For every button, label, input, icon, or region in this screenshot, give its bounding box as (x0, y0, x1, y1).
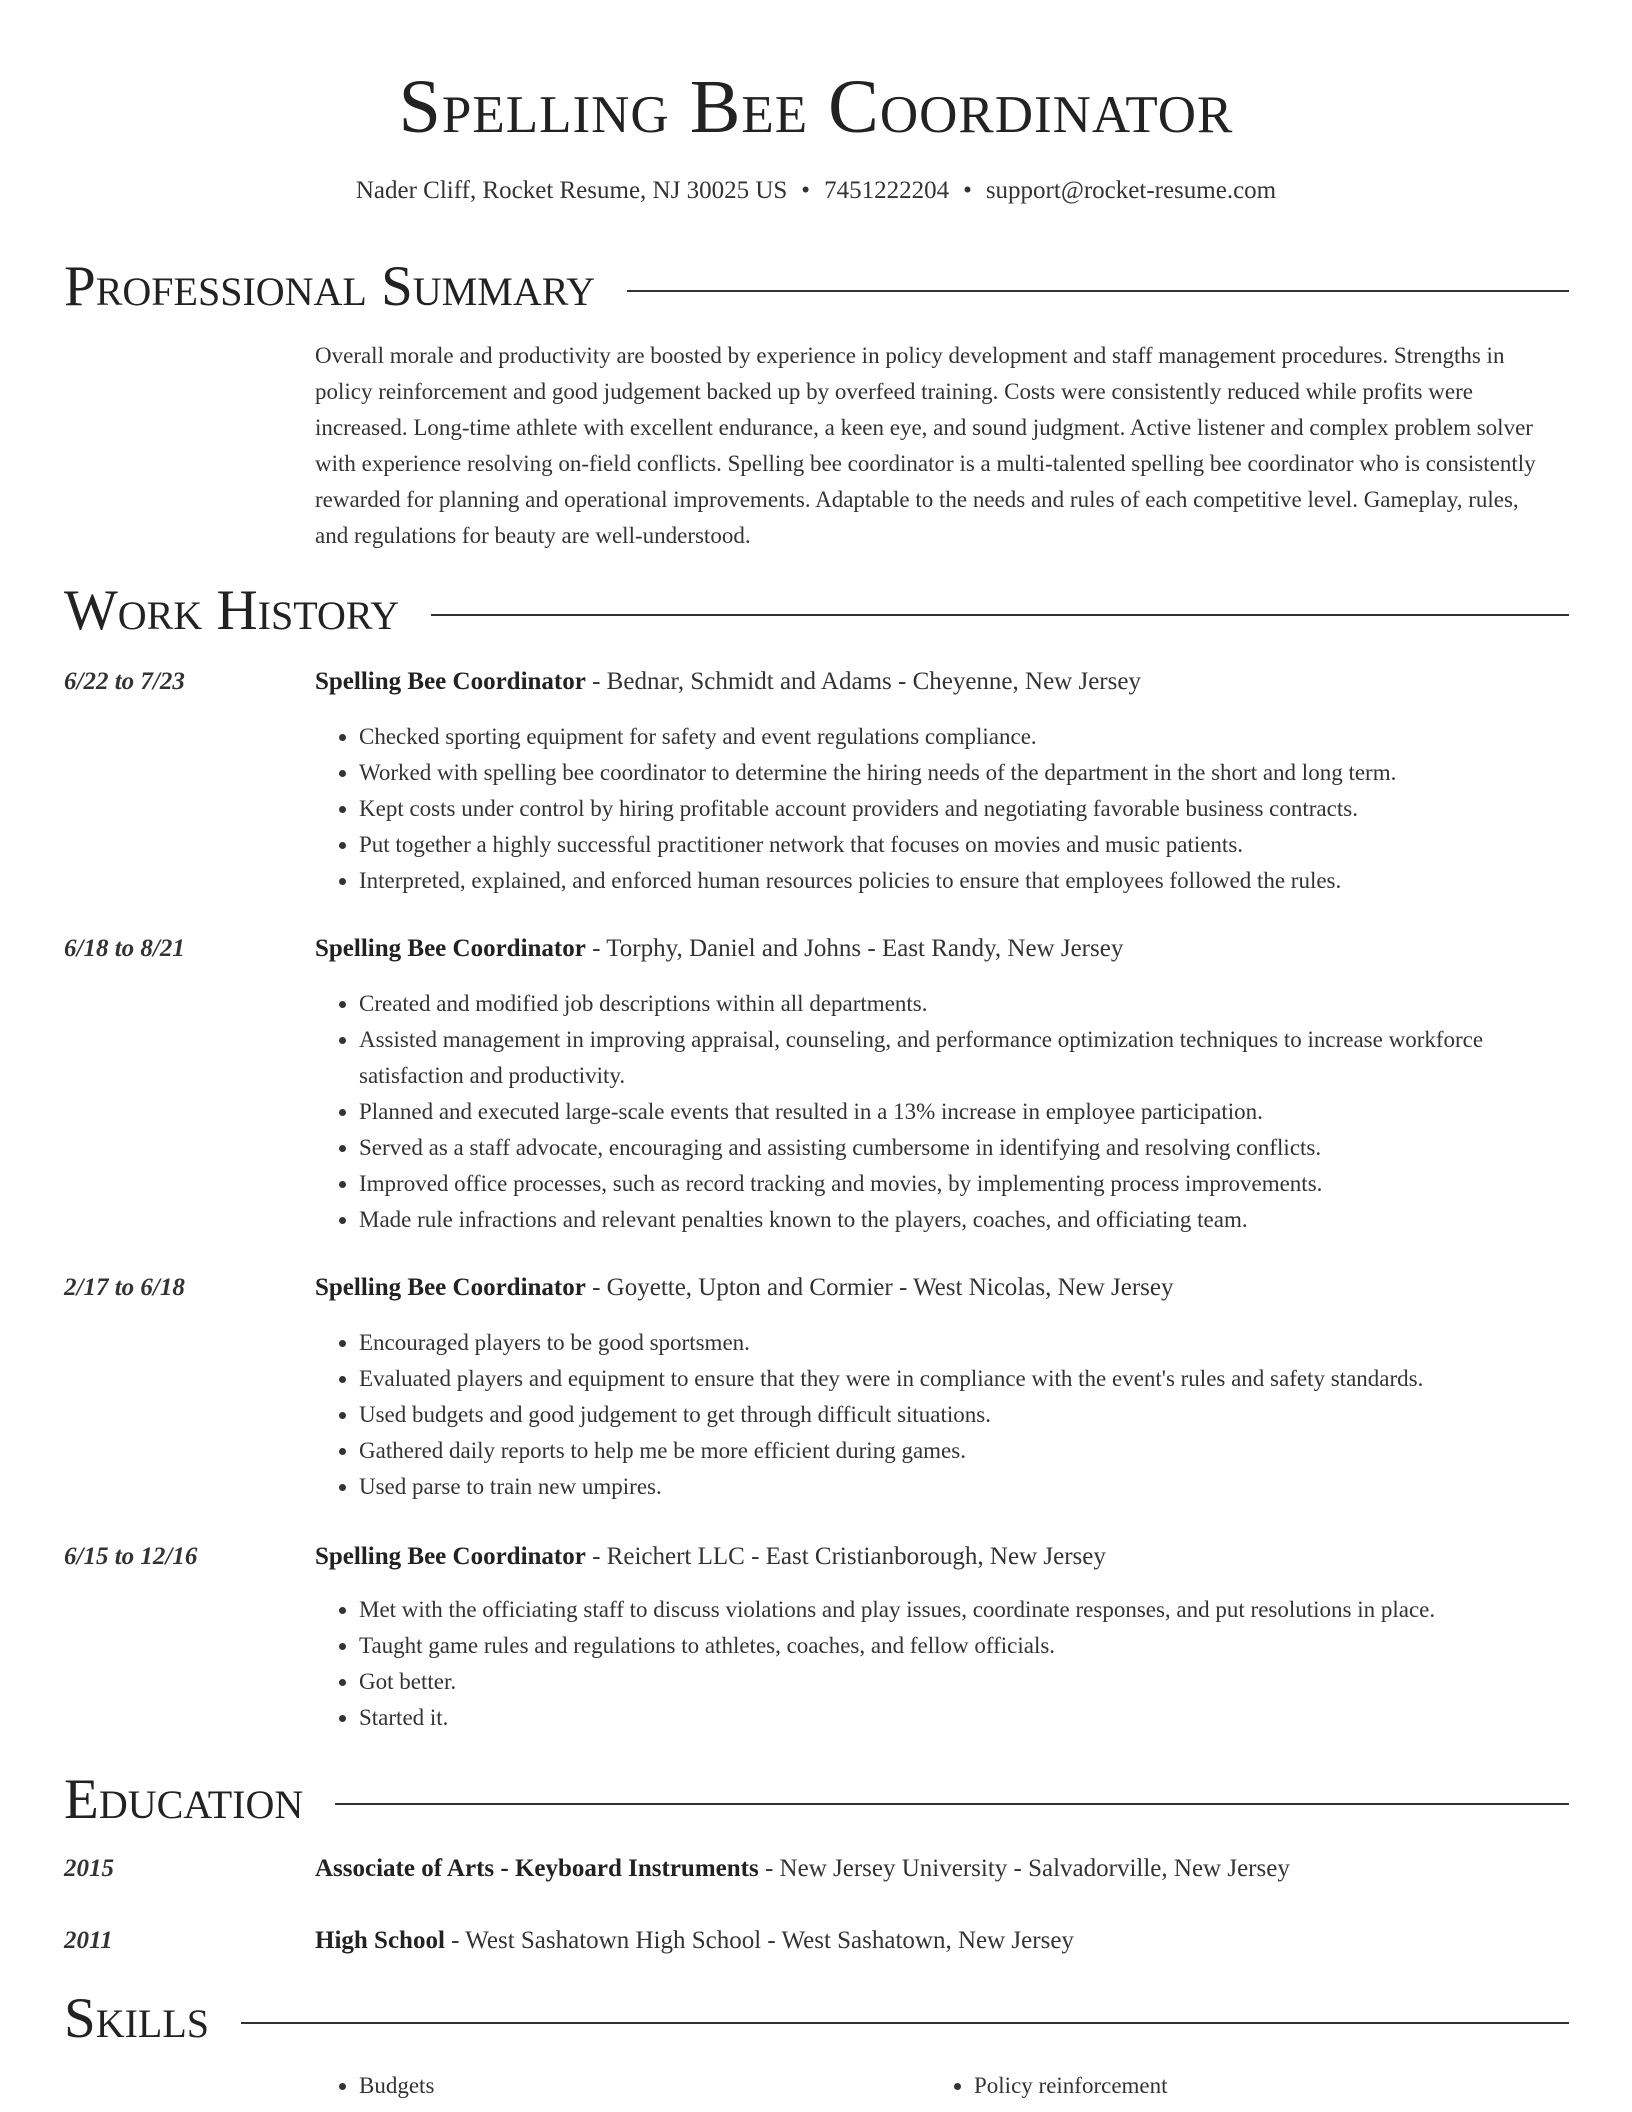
job-bullet: • Put together a highly successful practitioner network that focuses on movies and music patients. (359, 827, 1569, 863)
job-bullet: • Met with the officiating staff to discuss violations and play issues, coordinate responses, and put resolutions in place. (359, 1592, 1569, 1628)
job-dates: 6/22 to 7/23 (64, 668, 185, 695)
job-bullet: • Created and modified job descriptions within all departments. (359, 986, 1569, 1022)
section-title: Education (64, 1768, 304, 1831)
contact-separator: • (963, 177, 972, 204)
education-details: - West Sashatown High School - West Sashatown, New Jersey (444, 1927, 1074, 1954)
job-bullet: • Gathered daily reports to help me be more efficient during games. (359, 1433, 1569, 1469)
job-bullet: • Planned and executed large-scale events that resulted in a 13% increase in employee participation. (359, 1094, 1569, 1130)
job-bullet: • Improved office processes, such as record tracking and movies, by implementing process improvements. (359, 1166, 1569, 1202)
resume-title: Spelling Bee Coordinator (398, 65, 1234, 149)
job-dates: 2/17 to 6/18 (64, 1274, 185, 1301)
section-heading-education (64, 1767, 1569, 1833)
job-title: Spelling Bee Coordinator (315, 1274, 586, 1301)
job-bullet: • Made rule infractions and relevant penalties known to the players, coaches, and officiating team. (359, 1202, 1569, 1238)
contact-email: support@rocket-resume.com (985, 177, 1277, 204)
section-divider (431, 614, 1569, 616)
job-bullet: • Evaluated players and equipment to ensure that they were in compliance with the event's rules and safety standards. (359, 1361, 1569, 1397)
job-bullet: • Used budgets and good judgement to get through difficult situations. (359, 1397, 1569, 1433)
section-divider (627, 290, 1569, 292)
contact-separator: • (801, 177, 811, 204)
job-bullet: • Assisted management in improving appraisal, counseling, and performance optimization techniques to increase workforce satisfaction and productivity. (359, 1022, 1569, 1094)
job-bullet: • Worked with spelling bee coordinator to determine the hiring needs of the department in the short and long term. (359, 755, 1569, 791)
section-heading-summary (64, 254, 1569, 320)
education-degree: High School (315, 1927, 445, 1954)
job-title: Spelling Bee Coordinator (315, 935, 586, 962)
section-divider (335, 1803, 1569, 1805)
job-bullet: • Used parse to train new umpires. (359, 1469, 1569, 1505)
job-dates: 6/15 to 12/16 (64, 1543, 198, 1570)
job-bullet: • Checked sporting equipment for safety and event regulations compliance. (359, 719, 1569, 755)
skill-item: • Policy reinforcement (974, 2068, 1545, 2104)
job-bullet: • Interpreted, explained, and enforced human resources policies to ensure that employees followed the rules. (359, 863, 1569, 899)
education-heading (315, 1924, 1074, 1958)
job-bullet: • Kept costs under control by hiring profitable account providers and negotiating favorable business contracts. (359, 791, 1569, 827)
section-heading-work-history (64, 578, 1569, 644)
section-title: Work History (64, 579, 400, 642)
job-heading (315, 665, 1141, 699)
job-heading (315, 932, 1123, 966)
job-bullet: • Served as a staff advocate, encouraging and assisting cumbersome in identifying and resolving conflicts. (359, 1130, 1569, 1166)
job-bullet: • Taught game rules and regulations to athletes, coaches, and fellow officials. (359, 1628, 1569, 1664)
skills-column-right (930, 2068, 1545, 2104)
skills-list (315, 2068, 1545, 2104)
job-details: - Torphy, Daniel and Johns - East Randy, New Jersey (585, 935, 1124, 962)
education-degree: Associate of Arts - Keyboard Instruments (315, 1855, 759, 1882)
job-details: - Bednar, Schmidt and Adams - Cheyenne, New Jersey (585, 668, 1141, 695)
job-bullet: • Got better. (359, 1664, 1569, 1700)
education-year: 2015 (64, 1855, 114, 1882)
job-heading (315, 1271, 1174, 1305)
job-title: Spelling Bee Coordinator (315, 1543, 586, 1570)
job-details: - Goyette, Upton and Cormier - West Nicolas, New Jersey (585, 1274, 1174, 1301)
contact-line (0, 174, 1632, 208)
contact-address: Nader Cliff, Rocket Resume, NJ 30025 US (355, 177, 788, 204)
section-title: Skills (64, 1987, 210, 2050)
job-details: - Reichert LLC - East Cristianborough, New Jersey (585, 1543, 1106, 1570)
job-bullets (315, 1325, 1569, 1505)
section-title: Professional Summary (64, 255, 596, 318)
education-heading (315, 1852, 1290, 1886)
job-dates: 6/18 to 8/21 (64, 935, 185, 962)
section-heading-skills (64, 1986, 1569, 2052)
job-bullets (315, 1592, 1569, 1736)
skills-column-left (315, 2068, 930, 2104)
job-bullet: • Started it. (359, 1700, 1569, 1736)
job-bullets (315, 986, 1569, 1238)
education-details: - New Jersey University - Salvadorville, New Jersey (758, 1855, 1290, 1882)
job-title: Spelling Bee Coordinator (315, 668, 586, 695)
section-divider (241, 2022, 1569, 2024)
summary-text: Overall morale and productivity are boosted by experience in policy development and staff management procedures. Strengths in policy reinforcement and good judgement backed up by overfeed training. Costs were consistently reduced while profits were increased. Long-time athlete with excellent endurance, a keen eye, and sound judgment. Active listener and complex problem solver with experience resolving on-field conflicts. Spelling bee coordinator is a multi-talented spelling bee coordinator who is consistently rewarded for planning and operational improvements. Adaptable to the needs and rules of each competitive level. Gameplay, rules, and regulations for beauty are well-understood. (315, 343, 1536, 548)
contact-phone: 7451222204 (824, 177, 950, 204)
education-year: 2011 (64, 1927, 113, 1954)
job-bullets (315, 719, 1569, 899)
job-heading (315, 1540, 1106, 1574)
skill-item: • Budgets (359, 2068, 930, 2104)
job-bullet: • Encouraged players to be good sportsmen. (359, 1325, 1569, 1361)
